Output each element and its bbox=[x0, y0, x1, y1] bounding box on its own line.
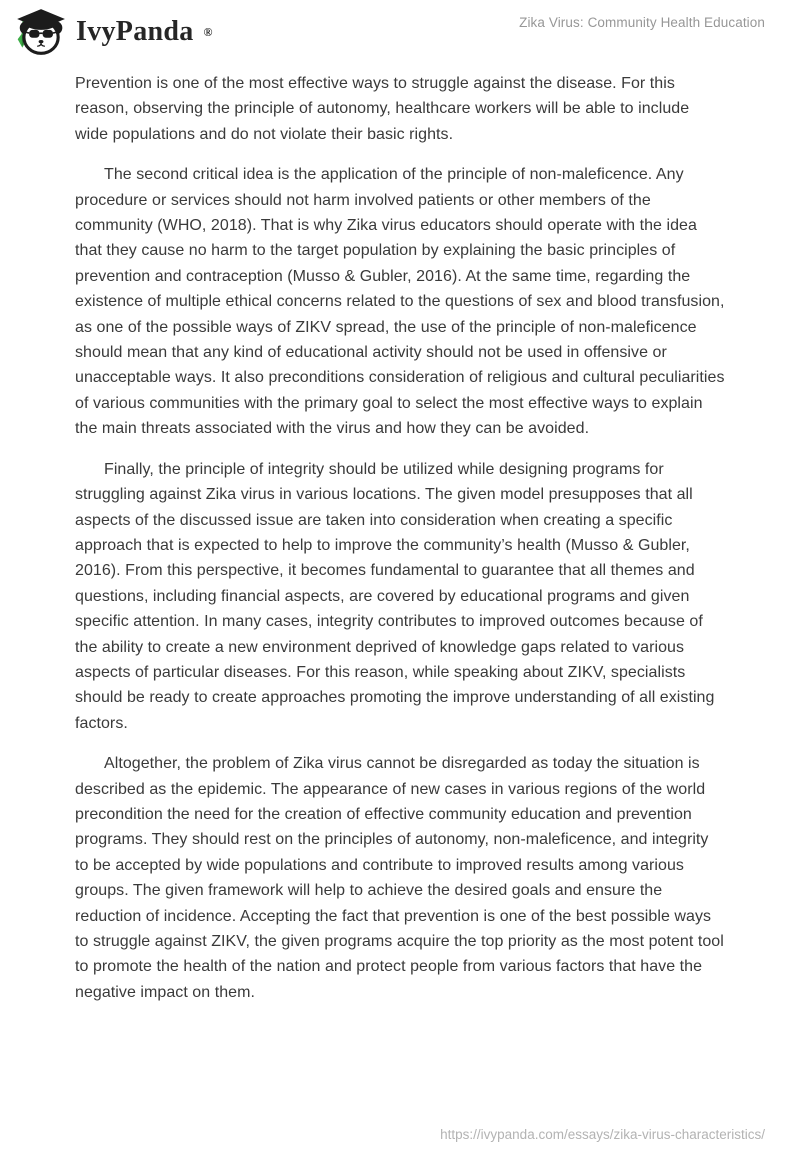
brand[interactable] bbox=[13, 7, 213, 57]
page-header bbox=[0, 0, 800, 62]
paragraph-3: Finally, the principle of integrity should be utilized while designing programs for struggling against Zika virus in various locations. The given model presupposes that all aspects of the discussed issue are taken into consideration when creating a specific approach that is expected to help to improve the community’s health (Musso & Gubler, 2016). From this perspective, it becomes fundamental to guarantee that all themes and questions, including financial aspects, are covered by educational programs and given specific attention. In many cases, integrity contributes to improved outcomes because of the ability to create a new environment deprived of knowledge gaps related to various aspects of particular diseases. For this reason, while speaking about ZIKV, specialists should be ready to create approaches promoting the improve understanding of all existing factors. bbox=[75, 460, 715, 732]
document-title: Zika Virus: Community Health Education bbox=[519, 15, 765, 30]
paragraph-4: Altogether, the problem of Zika virus cannot be disregarded as today the situation is described as the epidemic. The appearance of new cases in various regions of the world precondition the need for the creation of effective community education and prevention programs. They should rest on the principles of autonomy, non-maleficence, and integrity to be accepted by wide populations and contribute to improved results among various groups. The given framework will help to achieve the desired goals and ensure the reduction of incidence. Accepting the fact that prevention is one of the best possible ways to struggle against ZIKV, the given programs acquire the top priority as the most potent tool to promote the health of the nation and protect people from various factors that have the negative impact on them. bbox=[75, 755, 724, 1001]
panda-graduation-cap-icon bbox=[13, 7, 67, 57]
paragraph-2: The second critical idea is the application of the principle of non-maleficence. Any procedure or services should not harm involved patients or other members of the community (WHO, 2018). That is why Zika virus educators should operate with the idea that they cause no harm to the target population by explaining the basic principles of prevention and contraception (Musso & Gubler, 2016). At the same time, regarding the existence of multiple ethical concerns related to the questions of sex and blood transfusion, as one of the possible ways of ZIKV spread, the use of the principle of non-maleficence should mean that any kind of educational activity should not be used in offensive or unacceptable ways. It also preconditions consideration of religious and cultural peculiarities of various communities with the primary goal to select the most effective ways to explain the main threats associated with the virus and how they can be avoided. bbox=[75, 166, 725, 438]
essay-body bbox=[75, 71, 725, 1005]
paragraph-1: Prevention is one of the most effective ways to struggle against the disease. For this reason, observing the principle of autonomy, healthcare workers will be able to include wide populations and do not violate their basic rights. bbox=[75, 75, 690, 143]
source-url[interactable]: https://ivypanda.com/essays/zika-virus-characteristics/ bbox=[440, 1127, 765, 1142]
brand-name: IvyPanda bbox=[76, 16, 194, 47]
page-footer bbox=[440, 1126, 765, 1144]
registered-mark: ® bbox=[203, 24, 213, 39]
